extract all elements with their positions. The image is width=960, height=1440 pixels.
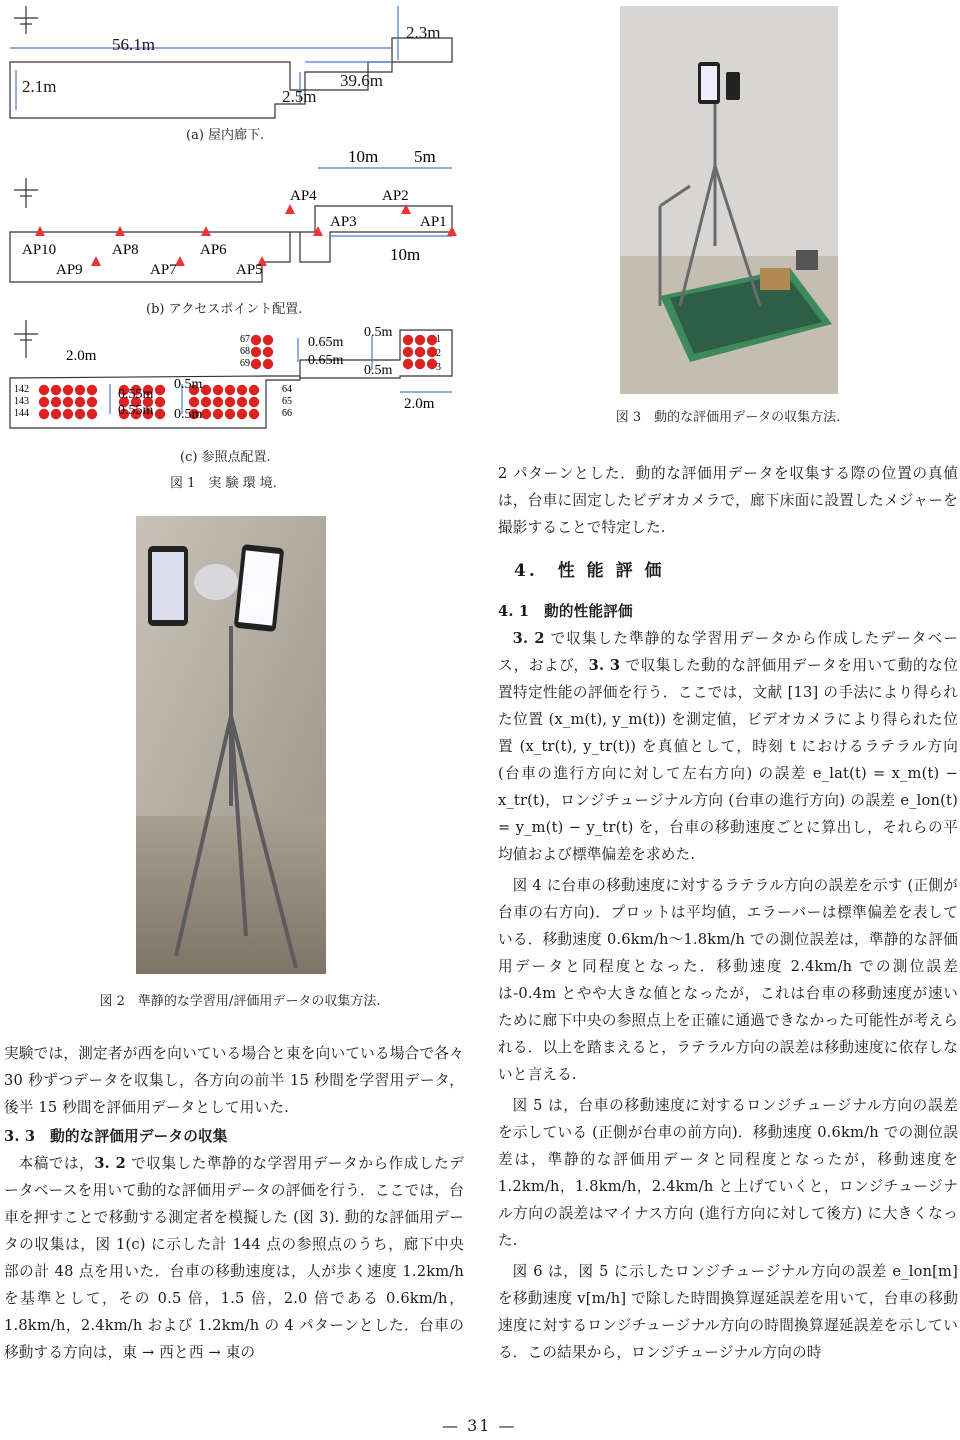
fig1c-lbl-64: 64	[282, 384, 292, 395]
reference-point	[237, 409, 247, 419]
left-paragraph-2-lead: 本稿では，	[18, 1155, 95, 1172]
reference-point	[415, 347, 425, 357]
right-column-top	[498, 460, 958, 541]
fig1c-dim-05a: 0.5m	[174, 377, 203, 392]
fig1b-ap3: AP3	[330, 214, 357, 230]
reference-point	[75, 409, 85, 419]
figure-1-diagram	[0, 0, 480, 490]
fig1b-ap9: AP9	[56, 262, 83, 278]
reference-point	[87, 397, 97, 407]
page-number: — 31 —	[442, 1416, 517, 1435]
reference-point	[249, 397, 259, 407]
fig1b-dim-10b: 10m	[390, 245, 421, 264]
reference-point	[263, 347, 273, 357]
fig1c-dim-055b: 0.55m	[118, 403, 154, 418]
reference-point	[201, 397, 211, 407]
right-paragraph-0: 2 パターンとした．動的な評価用データを収集する際の位置の真値は，台車に固定したビデオカメラで，廊下床面に設置したメジャーを撮影することで特定した.	[498, 465, 958, 536]
reference-point	[39, 397, 49, 407]
reference-point	[87, 385, 97, 395]
reference-point	[51, 397, 61, 407]
right-paragraph-1b: で収集した動的な評価用データを用いて動的な位置特定性能の評価を行う．ここでは，文献 [13] の手法により得られた位置 (x_m(t), y_m(t)) を測定値，ビデオカメラにより得られた位置 (x_tr(t), y_tr(t)) を真値として，時刻 t におけるラテラル方向 (台車の進行方向に対して左右方向) の誤差 e_lat(t) = x_m(t) − x_tr(t)，ロンジチュージナル方向 (台車の進行方向) の誤差 e_lon(t) = y_m(t) − y_tr(t) を，台車の移動速度ごとに算出し，それらの平均値および標準偏差を求めた.	[498, 657, 959, 863]
right-paragraph-1a: で収集した準静的な学習用データから作成したデータベース，および，	[498, 630, 959, 674]
fig1b-ap5: AP5	[236, 262, 263, 278]
reference-point	[415, 359, 425, 369]
fig1c-lbl-3: 3	[436, 362, 441, 373]
reference-point	[213, 397, 223, 407]
right-paragraph-3: 図 5 は，台車の移動速度に対するロンジチュージナル方向の誤差を示している (正側が台車の前方向)．移動速度 0.6km/h での測位誤差は，準静的な評価用データと同程度となったが，移動速度を 1.2km/h，1.8km/h，2.4km/h と上げていくと，ロンジチュージナル方向の誤差はマイナス方向 (進行方向に対して後方) に大きくなった.	[498, 1097, 958, 1249]
right-paragraph-2: 図 4 に台車の移動速度に対するラテラル方向の誤差を示す (正側が台車の右方向)．プロットは平均値，エラーバーは標準偏差を表している．移動速度 0.6km/h〜1.8km/h での測位誤差は，準静的な評価用データと同程度となった．移動速度 2.4km/h での測位誤差は-0.4m とやや大きな値となったが，これは台車の移動速度が速いために廊下中央の参照点上を正確に通過できなかった可能性が考えられる．以上を踏まえると，ラテラル方向の誤差は移動速度に依存しないと言える.	[498, 877, 958, 1083]
fig1c-lbl-67: 67	[240, 334, 250, 345]
reference-point	[225, 385, 235, 395]
reference-point	[249, 409, 259, 419]
reference-point	[39, 385, 49, 395]
section-4-heading: 4. 性 能 評 価	[514, 561, 665, 581]
cart-photo-illustration	[620, 6, 838, 394]
reference-point	[263, 335, 273, 345]
fig3-caption: 図 3 動的な評価用データの収集方法.	[615, 410, 841, 425]
section-4-1-heading: 4. 1 動的性能評価	[498, 603, 633, 620]
reference-point	[155, 409, 165, 419]
reference-point	[87, 409, 97, 419]
reference-point	[225, 397, 235, 407]
fig1a-dim-39: 39.6m	[340, 71, 383, 90]
reference-point	[403, 359, 413, 369]
fig1a-dim-2-1: 2.1m	[22, 77, 57, 96]
fig1c-caption: (c) 参照点配置.	[180, 450, 271, 465]
fig1c-lbl-69: 69	[240, 358, 250, 369]
reference-point	[155, 397, 165, 407]
fig1c-dim-2-0a: 2.0m	[66, 348, 97, 364]
fig2-photo	[136, 516, 326, 974]
fig1c-lbl-68: 68	[240, 346, 250, 357]
reference-point	[155, 385, 165, 395]
left-paragraph-1: 実験では，測定者が西を向いている場合と東を向いている場合で各々30 秒ずつデータを収集し，各方向の前半 15 秒間を学習用データ，後半 15 秒間を評価用データとして用いた.	[4, 1045, 464, 1116]
fig1b-caption: (b) アクセスポイント配置.	[146, 302, 303, 317]
fig1c-dim-065b: 0.65m	[308, 353, 344, 368]
fig3-photo	[620, 6, 838, 394]
fig1b-ap8: AP8	[112, 242, 139, 258]
reference-point	[237, 385, 247, 395]
fig1c-dim-065a: 0.65m	[308, 335, 344, 350]
right-paragraph-1-ref2: 3. 3	[588, 657, 621, 674]
reference-point	[251, 347, 261, 357]
left-paragraph-2-ref: 3. 2	[94, 1155, 126, 1172]
reference-point	[63, 397, 73, 407]
fig1a-dim-2-5: 2.5m	[282, 87, 317, 106]
fig1b-ap4: AP4	[290, 188, 317, 204]
fig1b-ap7: AP7	[150, 262, 177, 278]
reference-point	[63, 409, 73, 419]
fig1a-caption: (a) 屋内廊下.	[186, 128, 265, 143]
right-column-text	[498, 598, 958, 1366]
fig1b-dim-5: 5m	[414, 147, 436, 166]
reference-point	[63, 385, 73, 395]
reference-point	[225, 409, 235, 419]
fig1b-ap2: AP2	[382, 188, 409, 204]
fig1b-ap6: AP6	[200, 242, 227, 258]
left-paragraph-2-body: で収集した準静的な学習用データから作成したデータベースを用いて動的な評価用データの評価を行う．ここでは，台車を押すことで移動する測定者を模擬した (図 3). 動的な評価用データの収集は，図 1(c) に示した計 144 点の参照点のうち，廊下中央部の計 48 点を用いた．台車の移動速度は，人が歩く速度 1.2km/h を基準として，その 0.5 倍，1.5 倍，2.0 倍である 0.6km/h，1.8km/h，2.4km/h および 1.2km/h の 4 パターンとした．台車の移動する方向は，東 → 西と西 → 東の	[4, 1155, 464, 1361]
fig1c-lbl-143: 143	[14, 396, 29, 407]
reference-point	[75, 385, 85, 395]
left-paragraph-2	[4, 1150, 464, 1366]
fig1c-dim-05c: 0.5m	[364, 325, 393, 340]
reference-point	[251, 359, 261, 369]
fig1a-corridor	[10, 6, 452, 118]
fig1-caption: 図 1 実 験 環 境.	[170, 476, 277, 491]
reference-point	[249, 385, 259, 395]
reference-point	[213, 385, 223, 395]
reference-point	[403, 347, 413, 357]
right-paragraph-1-ref: 3. 2	[512, 630, 545, 647]
fig1c-dim-05d: 0.5m	[364, 363, 393, 378]
reference-point	[75, 397, 85, 407]
reference-point	[51, 385, 61, 395]
fig1c-lbl-66: 66	[282, 408, 292, 419]
fig2-caption: 図 2 準静的な学習用/評価用データの収集方法.	[99, 994, 381, 1009]
reference-point	[39, 409, 49, 419]
fig1c-dim-2-0b: 2.0m	[404, 396, 435, 412]
reference-point	[403, 335, 413, 345]
fig1a-dim-2-3: 2.3m	[406, 23, 441, 42]
reference-point	[189, 397, 199, 407]
reference-point	[51, 409, 61, 419]
reference-point	[213, 409, 223, 419]
fig1c-lbl-65: 65	[282, 396, 292, 407]
reference-point	[237, 397, 247, 407]
fig1c-lbl-144: 144	[14, 408, 29, 419]
fig1b-ap10: AP10	[22, 242, 57, 258]
fig1c-dim-05b: 0.5m	[174, 407, 203, 422]
section-3-3-heading: 3. 3 動的な評価用データの収集	[4, 1128, 228, 1145]
fig1c-dim-055a: 0.55m	[118, 387, 154, 402]
fig1b-dim-10: 10m	[348, 147, 379, 166]
reference-point	[263, 359, 273, 369]
right-paragraph-4: 図 6 は，図 5 に示したロンジチュージナル方向の誤差 e_lon[m] を移動速度 v[m/h] で除した時間換算遅延誤差を用いて，台車の移動速度に対するロンジチュージナル方向の時間換算遅延誤差を示している．この結果から，ロンジチュージナル方向の時	[498, 1263, 958, 1361]
fig1b-ap1: AP1	[420, 214, 447, 230]
reference-point	[251, 335, 261, 345]
fig1c-lbl-142: 142	[14, 384, 29, 395]
tripod-photo-illustration	[136, 516, 326, 974]
fig1a-dim-56: 56.1m	[112, 35, 155, 54]
fig1c-lbl-1: 1	[436, 334, 441, 345]
reference-point	[415, 335, 425, 345]
left-column-text	[4, 1040, 464, 1366]
fig1c-lbl-2: 2	[436, 348, 441, 359]
right-paragraph-1	[498, 625, 958, 868]
